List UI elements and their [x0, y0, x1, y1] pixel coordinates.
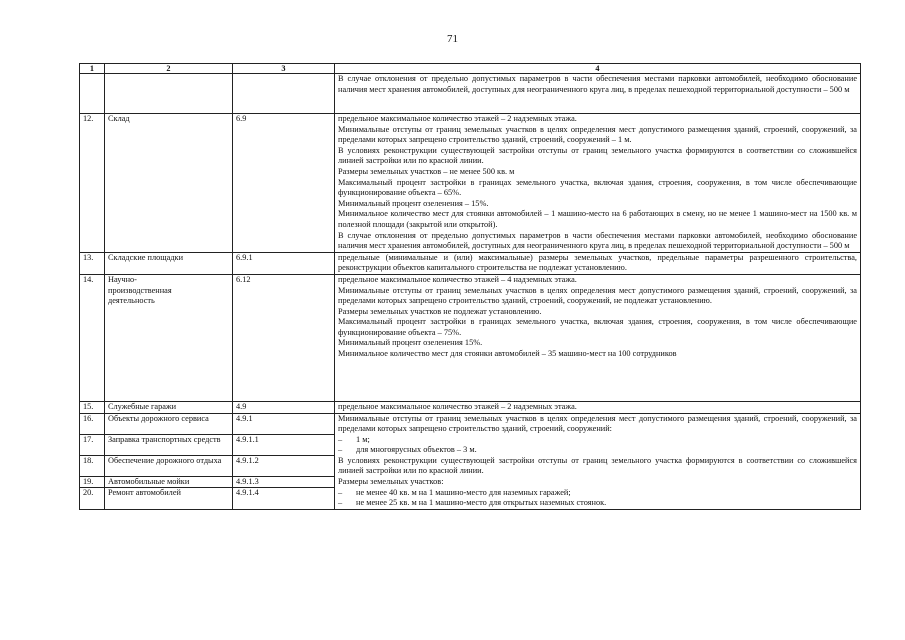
- table-row: [80, 413, 861, 434]
- bullet-text: для многоярусных объектов – 3 м.: [356, 445, 477, 455]
- parameters-text: предельные (минимальные и (или) максимальные) размеры земельных участков, предельные параметры разрешенного строительства, реконструкции объектов капитального строительства не подлежат установлению.: [335, 252, 861, 274]
- land-use-name: Объекты дорожного сервиса: [105, 413, 233, 434]
- dash-marker: –: [338, 498, 343, 508]
- table-row: [80, 401, 861, 413]
- regulations-table: [79, 63, 861, 510]
- land-use-name: Ремонт автомобилей: [105, 488, 233, 510]
- parameters-text: предельное максимальное количество этажей – 2 надземных этажа.: [335, 401, 861, 413]
- land-use-code: 4.9.1.3: [233, 476, 335, 488]
- dash-marker: –: [338, 487, 343, 497]
- land-use-name: Автомобильные мойки: [105, 476, 233, 488]
- row-number: 13.: [80, 252, 105, 274]
- page-number: 71: [447, 33, 458, 45]
- land-use-code: 4.9: [233, 401, 335, 413]
- dash-marker: –: [338, 445, 343, 455]
- table-header-row: [80, 64, 861, 74]
- land-use-name: Обеспечение дорожного отдыха: [105, 455, 233, 476]
- row-number: 12.: [80, 114, 105, 253]
- land-use-code: 4.9.1.4: [233, 488, 335, 510]
- column-header: 2: [105, 64, 233, 74]
- land-use-code: 4.9.1.2: [233, 455, 335, 476]
- land-use-name: Служебные гаражи: [105, 401, 233, 413]
- parameters-text: предельное максимальное количество этажей – 4 надземных этажа. Минимальные отступы от границ земельных участков в целях определения мест допустимого размещения зданий, строений, сооружений, за пределами которых запрещено строительство зданий, строений, сооружений, не подлежат установлению. Размеры земельных участков не подлежат установлению. Максимальный процент застройки в границах земельного участка, включая здания, строения, сооружения, в том числе обеспечивающие функционирование объекта – 75%. Минимальный процент озеленения 15%. Минимальное количество мест для стоянки автомобилей – 35 машино-мест на 100 сотрудников: [335, 274, 861, 401]
- land-use-code: 6.9.1: [233, 252, 335, 274]
- continued-text: В случае отклонения от предельно допустимых параметров в части обеспечения местами парковки автомобилей, необходимо обоснование наличия мест хранения автомобилей, доступных для неограниченного круга лиц, в пределах пешеходной территориальной доступности – 500 м: [335, 74, 861, 114]
- land-use-code: 6.9: [233, 114, 335, 253]
- row-number: 15.: [80, 401, 105, 413]
- bullet-item: [338, 498, 857, 509]
- land-use-code: 4.9.1: [233, 413, 335, 434]
- table-row: [80, 114, 861, 253]
- row-number: 16.: [80, 413, 105, 434]
- table-row-continued: [80, 74, 861, 114]
- land-use-name: Складские площадки: [105, 252, 233, 274]
- bullet-item: [338, 435, 857, 446]
- bullet-text: не менее 40 кв. м на 1 машино-место для наземных гаражей;: [356, 487, 571, 497]
- road-service-parameters: [335, 413, 861, 510]
- land-use-name: Заправка транспортных средств: [105, 434, 233, 455]
- parameters-text: предельное максимальное количество этажей – 2 надземных этажа. Минимальные отступы от границ земельных участков в целях определения мест допустимого размещения зданий, строений, сооружений, за пределами которых запрещено строительство зданий, строений, сооружений – 1 м. В условиях реконструкции существующей застройки отступы от границ земельного участка формируются в соответствии со сложившейся линией застройки или по красной линии. Размеры земельных участков – не менее 500 кв. м Максимальный процент застройки в границах земельного участка, включая здания, строения, сооружения, в том числе обеспечивающие функционирование объекта – 65%. Минимальный процент озеленения – 15%. Минимальное количество мест для стоянки автомобилей – 1 машино-место на 6 работающих в смену, но не менее 1 машино-мест на 1500 кв. м полезной площади (закрытой или открытой). В случае отклонения от предельно допустимых параметров в части обеспечения местами парковки автомобилей, необходимо обоснование наличия мест хранения автомобилей, доступных для неограниченного круга лиц, в пределах пешеходной территориальной доступности – 500 м: [335, 114, 861, 253]
- bullet-item: [338, 445, 857, 456]
- column-header: 3: [233, 64, 335, 74]
- row-number: 19.: [80, 476, 105, 488]
- bullet-item: [338, 488, 857, 499]
- land-use-code: 4.9.1.1: [233, 434, 335, 455]
- row-number: 14.: [80, 274, 105, 401]
- land-use-name: Научно- производственная деятельность: [105, 274, 233, 401]
- table-row: [80, 252, 861, 274]
- reconstruction-text: В условиях реконструкции существующей застройки отступы от границ земельного участка формируются в соответствии со сложившейся линией застройки или по красной линии.: [338, 455, 857, 476]
- dash-marker: –: [338, 434, 343, 444]
- plot-sizes-heading: Размеры земельных участков:: [338, 477, 444, 487]
- column-header: 1: [80, 64, 105, 74]
- land-use-code: 6.12: [233, 274, 335, 401]
- row-number: 18.: [80, 455, 105, 476]
- bullet-text: не менее 25 кв. м на 1 машино-место для открытых наземных стоянок.: [356, 498, 607, 508]
- bullet-text: 1 м;: [356, 434, 370, 444]
- row-number: 17.: [80, 434, 105, 455]
- table-row: [80, 274, 861, 401]
- column-header: 4: [335, 64, 861, 74]
- setback-intro: Минимальные отступы от границ земельных участков в целях определения мест допустимого размещения зданий, строений, сооружений, за пределами которых запрещено строительство зданий, строений, сооружений:: [338, 413, 857, 434]
- row-number: 20.: [80, 488, 105, 510]
- land-use-name: Склад: [105, 114, 233, 253]
